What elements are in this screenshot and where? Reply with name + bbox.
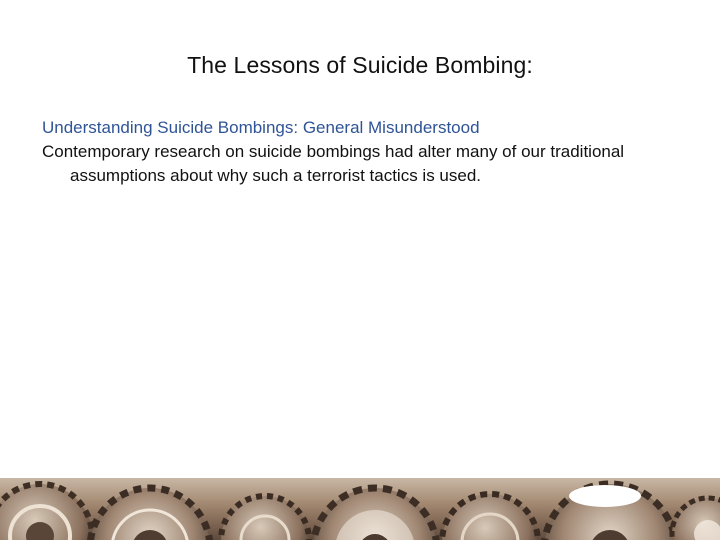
gear-icon [672, 498, 720, 540]
gear-icon [90, 488, 210, 540]
gear-icon [442, 494, 538, 540]
slide-title: The Lessons of Suicide Bombing: [187, 52, 533, 78]
gear-icon [313, 488, 437, 540]
gears-banner [0, 478, 720, 540]
gear-icon [0, 484, 92, 540]
slide-body [42, 116, 692, 188]
gear-icon [221, 496, 309, 540]
gears-icon [0, 478, 720, 540]
gear-icon [544, 484, 676, 540]
subheading: Understanding Suicide Bombings: General Misunderstood [42, 118, 480, 137]
body-paragraph: Contemporary research on suicide bombings had alter many of our traditional assumptions about why such a terrorist tactics is used. [42, 142, 625, 185]
